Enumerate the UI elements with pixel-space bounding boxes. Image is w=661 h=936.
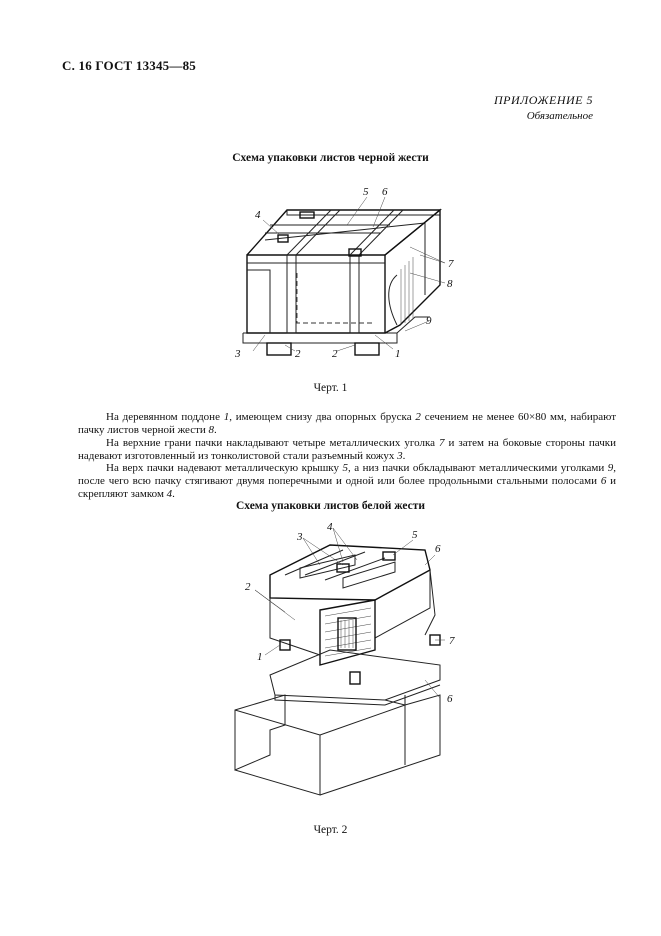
hidden-edge [297,273,375,323]
appendix-title: ПРИЛОЖЕНИЕ 5 [494,93,593,107]
page-header: С. 16 ГОСТ 13345—85 [62,58,196,73]
callout-3: 3 [235,348,241,360]
strap-front-left [287,255,296,333]
callout-3: 3 [297,531,303,543]
callout-8: 8 [447,278,453,290]
figure1-title: Схема упаковки листов черной жести [232,152,429,164]
callout-6: 6 [382,186,388,198]
figure2-caption: Черт. 2 [313,824,348,836]
base-left [235,695,285,770]
callout-9: 9 [426,315,432,327]
callout-2: 2 [245,581,251,593]
paragraph-3: На верх пачки надевают металлическую крышку 5, а низ пачки обкладывают металлическими уголками 9, после чего всю пачку стягивают двумя поперечными и одной или более продольными стальными полосами 6 и скрепляют замком 4. [78,462,616,500]
callout-4: 4 [327,521,333,533]
pallet-outline [243,317,430,333]
callout-5: 5 [363,186,369,198]
figure2-drawing [225,520,470,805]
support-bar-right [355,343,379,355]
figure1-caption: Черт. 1 [313,382,348,394]
pack-front [247,255,385,333]
sheet-stack [401,257,413,325]
support-bar-left [267,343,291,355]
appendix-status: Обязательное [526,110,593,122]
box-top [270,545,430,600]
callout-1: 1 [395,348,401,360]
callout-7: 7 [449,635,455,647]
callout-7: 7 [448,258,454,270]
figure1-drawing [225,185,465,365]
callout-2a: 2 [295,348,301,360]
box-right-side [375,570,430,638]
pack-side [385,210,440,333]
paragraph-1: На деревянном поддоне 1, имеющем снизу два опорных бруска 2 сечением не менее 60×80 мм, набирают пачку листов черной жести 8. [78,411,616,436]
callout-2b: 2 [332,348,338,360]
foot-2 [350,672,360,684]
pallet-top [270,650,440,700]
lock-right [383,552,395,560]
callout-6a: 6 [435,543,441,555]
callout-4: 4 [255,209,261,221]
callout-1: 1 [257,651,263,663]
callout-5: 5 [412,529,418,541]
appendix-block [494,93,593,122]
base-right [320,695,440,795]
paragraph-2: На верхние грани пачки накладывают четыре металлических уголка 7 и затем на боковые стороны пачки надевают изготовленный из тонколистовой стали разъемный кожух 3. [78,437,617,462]
strap-front-right [350,255,359,333]
callout-6b: 6 [447,693,453,705]
figure2-title: Схема упаковки листов белой жести [235,500,426,512]
